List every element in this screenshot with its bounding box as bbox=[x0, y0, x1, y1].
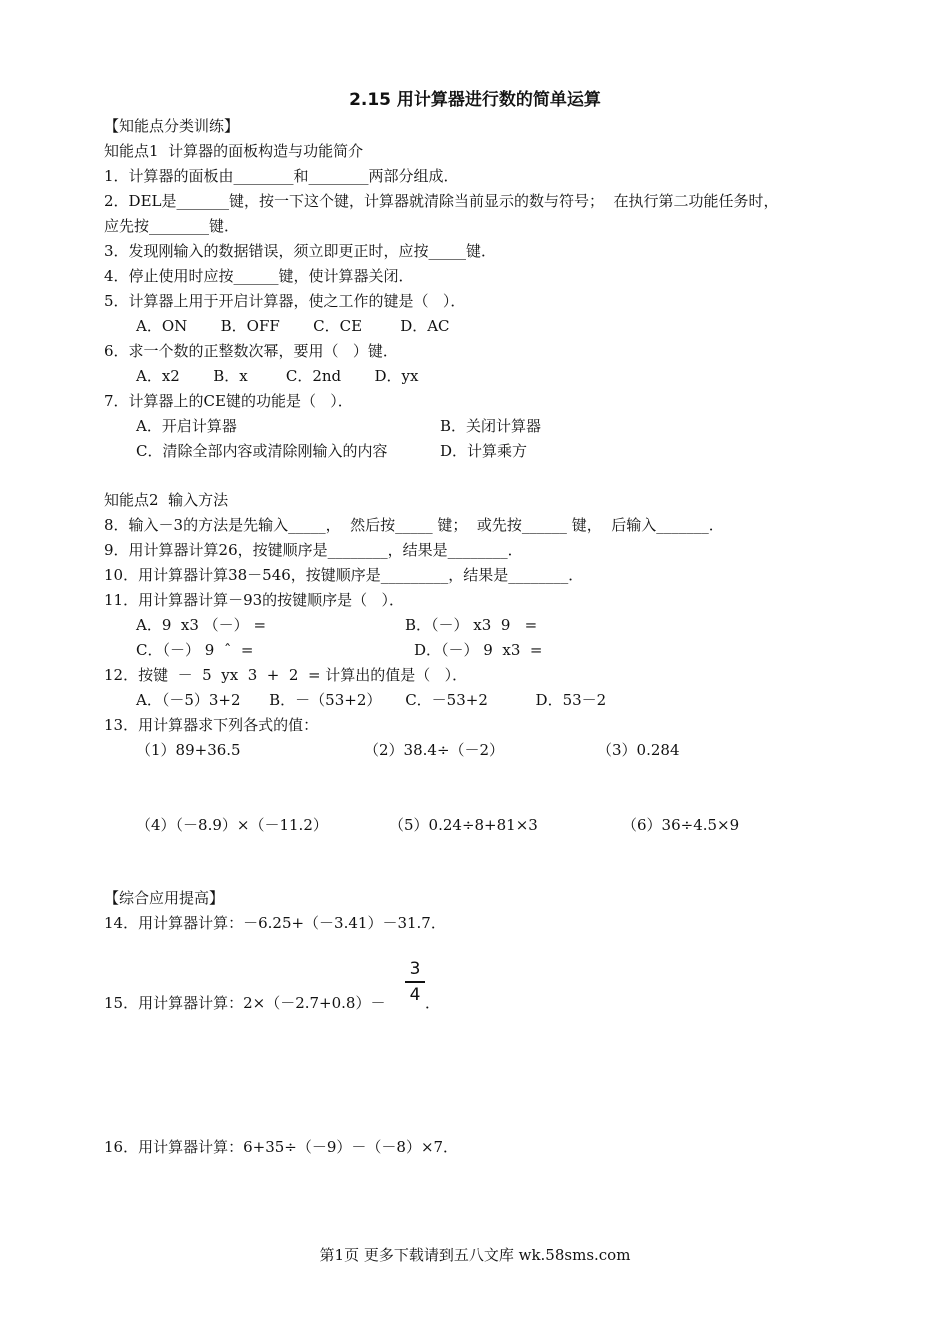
question-12-options: A．（－5）3+2 B．－（53+2） C．－53+2 D．53－2 bbox=[136, 691, 607, 709]
question-6-options: A．x2 B．x C．2nd D．yx bbox=[136, 367, 419, 385]
question-2-line-1: 2．DEL是_______键，按一下这个键，计算器就清除当前显示的数与符号； 在执行第二功能任务时， bbox=[104, 192, 779, 210]
question-7-option-d: D．计算乘方 bbox=[440, 442, 528, 460]
page-footer: 第1页 更多下载请到五八文库 wk.58sms.com bbox=[319, 1246, 631, 1264]
question-13: 13．用计算器求下列各式的值： bbox=[104, 716, 319, 734]
question-16: 16．用计算器计算：6+35÷（－9）－（－8）×7． bbox=[104, 1138, 459, 1156]
section-heading-training: 【知能点分类训练】 bbox=[104, 117, 240, 135]
question-5-options: A．ON B．OFF C．CE D．AC bbox=[136, 317, 450, 335]
question-13-part-2: （2）38.4÷（－2） bbox=[364, 741, 505, 759]
question-7: 7．计算器上的CE键的功能是（ ）． bbox=[104, 392, 353, 410]
section-heading-comprehensive: 【综合应用提高】 bbox=[104, 889, 225, 907]
question-7-option-a: A．开启计算器 bbox=[136, 417, 237, 435]
question-15-period: ． bbox=[425, 994, 441, 1012]
question-11-option-d: D．（－） 9 x3 = bbox=[414, 641, 543, 659]
question-2-line-2: 应先按________键． bbox=[104, 217, 240, 235]
question-10: 10．用计算器计算38－546，按键顺序是_________，结果是________． bbox=[104, 566, 584, 584]
question-13-part-3: （3）0.284 bbox=[597, 741, 680, 759]
question-12: 12．按键 － 5 yx 3 + 2 = 计算出的值是（ ）． bbox=[104, 666, 468, 684]
question-7-option-c: C．清除全部内容或清除刚输入的内容 bbox=[136, 442, 388, 460]
page-title: 2.15 用计算器进行数的简单运算 bbox=[349, 90, 601, 110]
question-11-option-a: A．9 x3 （－） = bbox=[136, 616, 267, 634]
question-15-fraction bbox=[405, 958, 425, 1006]
question-1: 1．计算器的面板由________和________两部分组成． bbox=[104, 167, 459, 185]
question-14: 14．用计算器计算：－6.25+（－3.41）－31.7． bbox=[104, 914, 446, 932]
fraction-bar bbox=[405, 981, 425, 983]
fraction-numerator: 3 bbox=[409, 959, 421, 979]
question-6: 6．求一个数的正整数次幂，要用（ ）键． bbox=[104, 342, 398, 360]
question-11-option-b: B．（－） x3 9 = bbox=[405, 616, 538, 634]
knowledge-point-1: 知能点1 计算器的面板构造与功能简介 bbox=[104, 142, 364, 160]
question-11-option-c: C．（－） 9 ˆ = bbox=[136, 641, 254, 659]
question-7-option-b: B．关闭计算器 bbox=[440, 417, 542, 435]
question-13-part-5: （5）0.24÷8+81×3 bbox=[389, 816, 538, 834]
fraction-denominator: 4 bbox=[409, 984, 421, 1005]
question-4: 4．停止使用时应按______键，使计算器关闭． bbox=[104, 267, 414, 285]
question-5: 5．计算器上用于开启计算器，使之工作的键是（ ）． bbox=[104, 292, 466, 310]
question-13-part-1: （1）89+36.5 bbox=[136, 741, 241, 759]
question-9: 9．用计算器计算26，按键顺序是________，结果是________． bbox=[104, 541, 523, 559]
question-13-part-4: （4）（－8.9）×（－11.2） bbox=[136, 816, 328, 834]
question-8: 8．输入－3的方法是先输入_____， 然后按_____ 键； 或先按______ 键， 后输入_______． bbox=[104, 516, 724, 534]
question-13-part-6: （6）36÷4.5×9 bbox=[622, 816, 740, 834]
question-15: 15．用计算器计算：2×（－2.7+0.8）－ bbox=[104, 994, 386, 1012]
question-11: 11．用计算器计算－93的按键顺序是（ ）． bbox=[104, 591, 404, 609]
question-3: 3．发现刚输入的数据错误，须立即更正时，应按_____键． bbox=[104, 242, 497, 260]
knowledge-point-2: 知能点2 输入方法 bbox=[104, 491, 229, 509]
